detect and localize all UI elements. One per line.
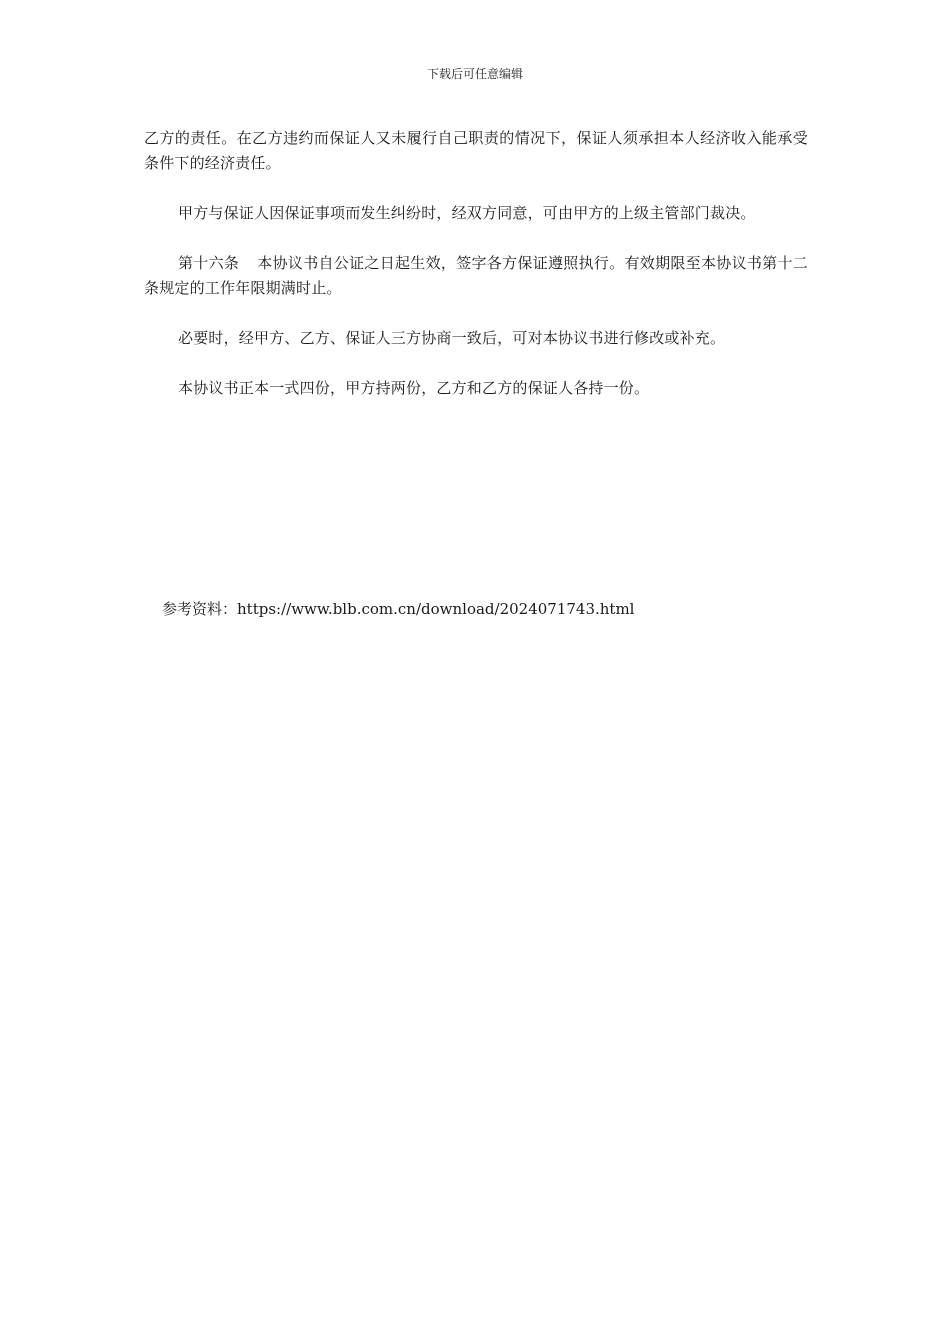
reference-link[interactable]: https://www.blb.com.cn/download/2024071743.html (237, 600, 635, 618)
reference-label: 参考资料： (162, 600, 238, 618)
reference-line (162, 598, 634, 620)
paragraph-amendment: 必要时，经甲方、乙方、保证人三方协商一致后，可对本协议书进行修改或补充。 (178, 329, 726, 347)
paragraph-guarantor-liability: 乙方的责任。在乙方违约而保证人又未履行自己职责的情况下，保证人须承担本人经济收入能承受条件下的经济责任。 (144, 129, 808, 172)
paragraph-copies: 本协议书正本一式四份，甲方持两份，乙方和乙方的保证人各持一份。 (178, 379, 650, 397)
paragraph-article-16 (144, 251, 808, 301)
document-body (144, 126, 808, 426)
page-header-note: 下载后可任意编辑 (426, 67, 523, 81)
article-16-text: 本协议书自公证之日起生效，签字各方保证遵照执行。有效期限至本协议书第十二条规定的工作年限期满时止。 (144, 254, 808, 297)
paragraph-dispute-resolution: 甲方与保证人因保证事项而发生纠纷时，经双方同意，可由甲方的上级主管部门裁决。 (178, 204, 756, 222)
article-number: 第十六条 (178, 254, 240, 272)
